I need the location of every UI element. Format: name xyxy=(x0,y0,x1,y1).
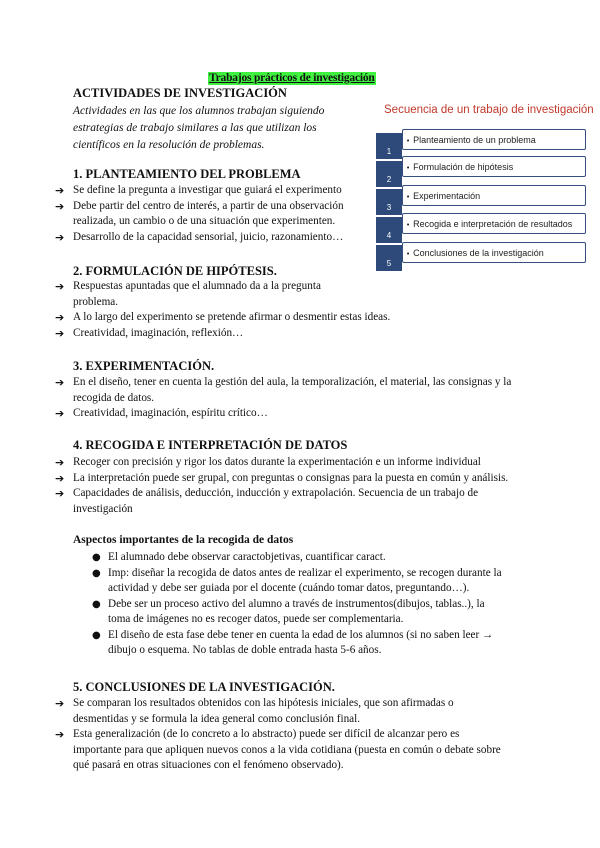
step-number-1: 1 xyxy=(376,133,402,159)
sequence-diagram xyxy=(376,100,594,270)
section-3-list xyxy=(55,375,530,422)
list-item: ➔ Debe partir del centro de interés, a partir de una observación realizada, un cambio o de una situación que experimenten. xyxy=(55,199,344,227)
arrow-icon: ➔ xyxy=(55,199,65,213)
activities-heading: ACTIVIDADES DE INVESTIGACIÓN xyxy=(73,86,287,100)
step-label-4: Recogida e interpretación de resultados xyxy=(413,219,573,229)
bullet-icon: • xyxy=(406,221,411,229)
section-4-heading: 4. RECOGIDA E INTERPRETACIÓN DE DATOS xyxy=(73,438,348,452)
bullet-icon: • xyxy=(406,193,411,201)
section-4-subheading: Aspectos importantes de la recogida de datos xyxy=(73,534,294,546)
arrow-icon: ➔ xyxy=(55,230,65,244)
list-item: ➔ Creatividad, imaginación, espíritu crítico… xyxy=(55,407,268,420)
step-number-3: 3 xyxy=(376,189,402,215)
list-item: ➔ Capacidades de análisis, deducción, inducción y extrapolación. Secuencia de un trabajo de investigación xyxy=(55,487,479,515)
step-number-5: 5 xyxy=(376,245,402,271)
bullet-item: ● El alumnado debe observar caractobjetivas, cuantificar caract. xyxy=(90,550,505,566)
list-item: ➔ La interpretación puede ser grupal, con preguntas o consignas para la puesta en común y análisis. xyxy=(55,471,509,485)
bullet-item: ● Imp: diseñar la recogida de datos antes de realizar el experimento, se recogen durante la actividad y debe ser guiada por el docente (cuándo tomar datos, preguntando…). xyxy=(92,566,502,594)
bullet-dot-icon: ● xyxy=(92,598,101,610)
bullet-item: ● Debe ser un proceso activo del alumno a través de instrumentos(dibujos, tablas..), la toma de imágenes no es recoger datos, puede ser complementaria. xyxy=(92,597,485,625)
step-number-4: 4 xyxy=(376,217,402,243)
section-2-heading: 2. FORMULACIÓN DE HIPÓTESIS. xyxy=(73,264,277,278)
list-item: ➔ A lo largo del experimento se pretende afirmar o desmentir estas ideas. xyxy=(55,311,391,324)
step-label-3: Experimentación xyxy=(413,191,481,201)
step-box-2 xyxy=(402,156,586,177)
step-label-2: Formulación de hipótesis xyxy=(413,162,514,172)
section-5-heading: 5. CONCLUSIONES DE LA INVESTIGACIÓN. xyxy=(73,680,335,694)
list-item: ➔ Desarrollo de la capacidad sensorial, juicio, razonamiento… xyxy=(55,230,344,244)
bullet-dot-icon: ● xyxy=(92,629,101,641)
bullet-dot-icon: ● xyxy=(92,567,101,579)
arrow-icon: ➔ xyxy=(55,376,65,389)
step-box-5 xyxy=(402,242,586,263)
arrow-icon: ➔ xyxy=(55,326,65,340)
arrow-icon: ➔ xyxy=(55,280,65,293)
arrow-icon: ➔ xyxy=(55,311,65,324)
list-item: ➔ Se define la pregunta a investigar que guiará el experimento xyxy=(55,184,342,197)
arrow-icon: ➔ xyxy=(55,697,65,710)
list-item: ➔ Recoger con precisión y rigor los datos durante la experimentación e un informe individual xyxy=(55,456,481,469)
list-item: ➔ En el diseño, tener en cuenta la gestión del aula, la temporalización, el material, las consignas y la recogida de datos. xyxy=(55,376,512,404)
arrow-icon: ➔ xyxy=(55,456,65,469)
arrow-icon: ➔ xyxy=(55,487,65,500)
section-5-list xyxy=(55,696,505,774)
step-label-1: Planteamiento de un problema xyxy=(413,135,536,145)
list-item: ➔ Esta generalización (de lo concreto a lo abstracto) puede ser difícil de alcanzar pero es importante para que apliquen nuevos conos a la vida cotidiana (puesta en común o debate sobre qué pasará en otras situaciones con el fenómeno observado). xyxy=(55,728,501,771)
bullet-item: ● El diseño de esta fase debe tener en cuenta la edad de los alumnos (si no saben leer → dibujo o esquema. No tablas de doble entrada hasta 5-6 años. xyxy=(92,628,494,656)
section-1-heading: 1. PLANTEAMIENTO DEL PROBLEMA xyxy=(73,167,301,181)
bullet-dot-icon: ● xyxy=(92,552,101,563)
section-1-list xyxy=(55,183,375,245)
step-box-1 xyxy=(402,129,586,150)
bullet-icon: • xyxy=(406,137,411,145)
list-item: ➔ Respuestas apuntadas que el alumnado da a la pregunta problema. xyxy=(55,280,321,308)
section-4-list xyxy=(55,455,520,517)
section-4-bullets xyxy=(90,550,505,659)
list-item: ➔ Creatividad, imaginación, reflexión… xyxy=(55,326,244,340)
bullet-icon: • xyxy=(406,250,411,258)
arrow-icon: ➔ xyxy=(55,184,65,197)
list-item: ➔ Se comparan los resultados obtenidos con las hipótesis iniciales, que son afirmadas o desmentidas y se formula la idea general como conclusión final. xyxy=(55,697,454,725)
arrow-icon: ➔ xyxy=(55,471,65,485)
step-box-4 xyxy=(402,213,586,234)
diagram-title: Secuencia de un trabajo de investigación xyxy=(384,104,594,116)
bullet-icon: • xyxy=(406,164,411,172)
step-number-2: 2 xyxy=(376,161,402,187)
arrow-icon: ➔ xyxy=(55,407,65,420)
arrow-icon: ➔ xyxy=(55,728,65,741)
section-2-list xyxy=(55,279,435,341)
step-box-3 xyxy=(402,185,586,206)
intro-paragraph: Actividades en las que los alumnos trabajan siguiendo estrategias de trabajo similares a las que utilizan los científicos en la resolución de problemas. xyxy=(73,105,325,151)
document-title: Trabajos prácticos de investigación xyxy=(209,72,375,84)
section-3-heading: 3. EXPERIMENTACIÓN. xyxy=(73,359,215,373)
step-label-5: Conclusiones de la investigación xyxy=(413,248,544,258)
